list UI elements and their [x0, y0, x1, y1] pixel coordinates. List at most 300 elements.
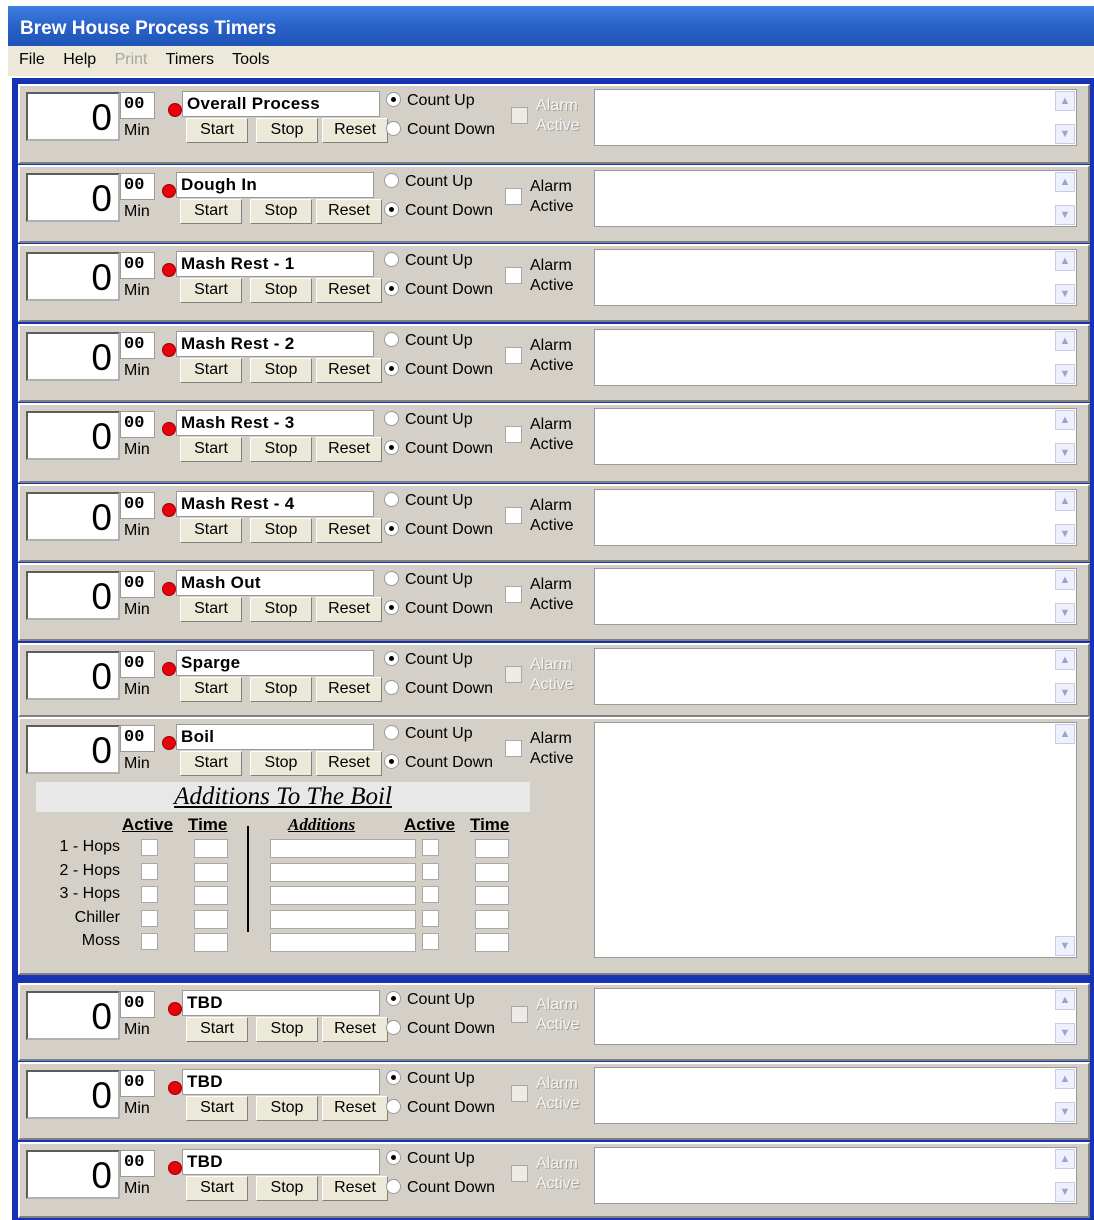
start-button[interactable]: Start	[186, 1096, 248, 1121]
timer-panel	[18, 1062, 1090, 1140]
alarm-word: Alarm	[536, 1075, 578, 1092]
seconds-display: 00	[120, 411, 155, 438]
alarm-checkbox	[511, 1085, 528, 1102]
active-word: Active	[536, 1175, 580, 1192]
alarm-checkbox	[511, 107, 528, 124]
count-up-radio[interactable]	[384, 332, 473, 350]
active-word: Active	[530, 750, 574, 767]
timer-name-field[interactable]: Mash Rest - 2	[176, 331, 374, 357]
start-button[interactable]: Start	[180, 278, 242, 303]
alarm-checkbox	[511, 1165, 528, 1182]
alarm-checkbox[interactable]	[505, 188, 522, 205]
seconds-display: 00	[120, 651, 155, 678]
scroll-down-icon[interactable]: ▼	[1055, 683, 1075, 703]
start-button[interactable]: Start	[186, 1017, 248, 1042]
reset-button[interactable]: Reset	[322, 1176, 388, 1201]
timer-panel	[18, 484, 1090, 562]
radio-dot-icon	[386, 1150, 401, 1165]
addition-time-field[interactable]	[194, 863, 228, 882]
count-up-label: Count Up	[405, 725, 473, 742]
seconds-display: 00	[120, 1070, 155, 1097]
active-word: Active	[530, 198, 574, 215]
timer-name-field[interactable]: Sparge	[176, 650, 374, 676]
timer-panel	[18, 643, 1090, 717]
alarm-active-label	[530, 415, 574, 455]
count-up-label: Count Up	[405, 571, 473, 588]
stop-button[interactable]: Stop	[250, 518, 312, 543]
stop-button[interactable]: Stop	[250, 437, 312, 462]
notes-memo[interactable]	[594, 89, 1077, 146]
scroll-down-icon[interactable]: ▼	[1055, 205, 1075, 225]
additions-title: Additions To The Boil	[36, 782, 530, 812]
start-button[interactable]: Start	[180, 199, 242, 224]
addition-row-label: Chiller	[74, 908, 120, 926]
radio-dot-icon	[386, 1099, 401, 1114]
alarm-active-label	[530, 336, 574, 376]
alarm-checkbox[interactable]	[505, 426, 522, 443]
timer-name-field[interactable]: TBD	[182, 1069, 380, 1095]
stop-button[interactable]: Stop	[256, 1017, 318, 1042]
radio-dot-icon	[386, 1020, 401, 1035]
scroll-down-icon[interactable]: ▼	[1055, 1102, 1075, 1122]
stop-button[interactable]: Stop	[256, 118, 318, 143]
addition-time-field-2[interactable]	[475, 863, 509, 882]
radio-dot-icon	[386, 92, 401, 107]
timer-name-field[interactable]: Mash Rest - 4	[176, 491, 374, 517]
alarm-active-label	[530, 256, 574, 296]
scroll-up-icon[interactable]: ▲	[1055, 331, 1075, 351]
addition-name-field[interactable]	[270, 910, 416, 929]
scroll-down-icon[interactable]: ▼	[1055, 524, 1075, 544]
addition-active-checkbox[interactable]	[141, 910, 158, 927]
alarm-word: Alarm	[530, 576, 572, 593]
reset-button[interactable]: Reset	[322, 1017, 388, 1042]
seconds-display: 00	[120, 173, 155, 200]
active-word: Active	[530, 277, 574, 294]
count-up-radio[interactable]	[384, 492, 473, 510]
count-up-label: Count Up	[405, 173, 473, 190]
count-up-radio[interactable]	[384, 252, 473, 270]
count-up-label: Count Up	[407, 92, 475, 109]
minutes-display: 0	[26, 252, 120, 301]
alarm-active-label	[536, 995, 580, 1035]
count-down-label: Count Down	[405, 440, 494, 457]
timer-panel	[18, 1142, 1090, 1218]
status-led-icon	[162, 582, 176, 596]
reset-button[interactable]: Reset	[316, 358, 382, 383]
scroll-up-icon[interactable]: ▲	[1055, 491, 1075, 511]
count-down-radio[interactable]	[384, 680, 493, 698]
count-up-radio[interactable]	[384, 411, 473, 429]
reset-button[interactable]: Reset	[316, 278, 382, 303]
min-label: Min	[124, 203, 150, 220]
radio-dot-icon	[384, 754, 399, 769]
scroll-up-icon[interactable]: ▲	[1055, 172, 1075, 192]
radio-dot-icon	[384, 651, 399, 666]
radio-dot-icon	[384, 332, 399, 347]
minutes-display: 0	[26, 332, 120, 381]
seconds-display: 00	[120, 991, 155, 1018]
addition-active-checkbox[interactable]	[141, 839, 158, 856]
radio-dot-icon	[386, 121, 401, 136]
notes-memo[interactable]	[594, 1147, 1077, 1204]
active-word: Active	[530, 596, 574, 613]
radio-dot-icon	[384, 725, 399, 740]
active-word: Active	[530, 517, 574, 534]
timer-panel	[18, 717, 1090, 975]
count-up-radio[interactable]	[384, 571, 473, 589]
addition-name-field[interactable]	[270, 886, 416, 905]
scroll-down-icon[interactable]: ▼	[1055, 1023, 1075, 1043]
addition-name-field[interactable]	[270, 863, 416, 882]
count-down-label: Count Down	[407, 1179, 496, 1196]
stop-button[interactable]: Stop	[250, 199, 312, 224]
status-led-icon	[162, 343, 176, 357]
scroll-down-icon[interactable]: ▼	[1055, 124, 1075, 144]
alarm-checkbox[interactable]	[505, 586, 522, 603]
scroll-up-icon[interactable]: ▲	[1055, 990, 1075, 1010]
count-up-label: Count Up	[405, 411, 473, 428]
notes-memo[interactable]	[594, 722, 1077, 958]
addition-time-field[interactable]	[194, 933, 228, 952]
start-button[interactable]: Start	[180, 751, 242, 776]
count-down-label: Count Down	[407, 121, 496, 138]
col-header-active: Active	[122, 815, 174, 834]
seconds-display: 00	[120, 1150, 155, 1177]
addition-time-field-2[interactable]	[475, 839, 509, 858]
status-led-icon	[162, 736, 176, 750]
stop-button[interactable]: Stop	[250, 597, 312, 622]
min-label: Min	[124, 1021, 150, 1038]
alarm-active-label	[530, 496, 574, 536]
min-label: Min	[124, 755, 150, 772]
menu-bar	[8, 46, 1094, 76]
reset-button[interactable]: Reset	[316, 751, 382, 776]
alarm-word: Alarm	[530, 337, 572, 354]
scroll-down-icon[interactable]: ▼	[1055, 936, 1075, 956]
count-up-radio[interactable]	[386, 991, 475, 1009]
notes-memo[interactable]	[594, 408, 1077, 465]
timer-name-field[interactable]: Boil	[176, 724, 374, 750]
alarm-checkbox[interactable]	[505, 267, 522, 284]
column-divider	[247, 826, 249, 932]
radio-dot-icon	[386, 1070, 401, 1085]
timer-name-field[interactable]: Mash Out	[176, 570, 374, 596]
stop-button[interactable]: Stop	[256, 1176, 318, 1201]
timer-name-field[interactable]: Mash Rest - 1	[176, 251, 374, 277]
scroll-down-icon[interactable]: ▼	[1055, 1182, 1075, 1202]
timer-panel	[18, 244, 1090, 322]
menu-help[interactable]: Help	[63, 51, 97, 68]
seconds-display: 00	[120, 725, 155, 752]
addition-active-checkbox-2[interactable]	[422, 886, 439, 903]
status-led-icon	[162, 503, 176, 517]
minutes-display: 0	[26, 1150, 120, 1199]
minutes-display: 0	[26, 571, 120, 620]
start-button[interactable]: Start	[180, 677, 242, 702]
reset-button[interactable]: Reset	[322, 118, 388, 143]
alarm-word: Alarm	[530, 178, 572, 195]
min-label: Min	[124, 681, 150, 698]
alarm-word: Alarm	[536, 1155, 578, 1172]
timer-name-field[interactable]: Overall Process	[182, 91, 380, 117]
col-header-time2: Time	[470, 815, 510, 834]
timer-panel	[18, 84, 1090, 164]
addition-active-checkbox-2[interactable]	[422, 863, 439, 880]
count-down-label: Count Down	[405, 680, 494, 697]
radio-dot-icon	[386, 991, 401, 1006]
min-label: Min	[124, 1180, 150, 1197]
min-label: Min	[124, 522, 150, 539]
count-down-label: Count Down	[405, 521, 494, 538]
active-word: Active	[530, 357, 574, 374]
start-button[interactable]: Start	[186, 1176, 248, 1201]
alarm-checkbox[interactable]	[505, 347, 522, 364]
addition-time-field[interactable]	[194, 910, 228, 929]
count-down-label: Count Down	[407, 1099, 496, 1116]
reset-button[interactable]: Reset	[316, 437, 382, 462]
col-header-active2: Active	[404, 815, 456, 834]
active-word: Active	[530, 436, 574, 453]
status-led-icon	[162, 422, 176, 436]
timer-name-field[interactable]: Dough In	[176, 172, 374, 198]
min-label: Min	[124, 601, 150, 618]
count-down-radio[interactable]	[386, 1179, 495, 1197]
alarm-word: Alarm	[530, 257, 572, 274]
addition-active-checkbox-2[interactable]	[422, 910, 439, 927]
stop-button[interactable]: Stop	[250, 751, 312, 776]
reset-button[interactable]: Reset	[316, 199, 382, 224]
notes-memo[interactable]	[594, 648, 1077, 705]
addition-active-checkbox-2[interactable]	[422, 839, 439, 856]
min-label: Min	[124, 1100, 150, 1117]
timer-name-field[interactable]: Mash Rest - 3	[176, 410, 374, 436]
minutes-display: 0	[26, 411, 120, 460]
col-header-additions: Additions	[288, 815, 356, 834]
notes-memo[interactable]	[594, 489, 1077, 546]
minutes-display: 0	[26, 651, 120, 700]
timer-name-field[interactable]: TBD	[182, 990, 380, 1016]
addition-row-label: 2 - Hops	[59, 861, 120, 879]
scroll-up-icon[interactable]: ▲	[1055, 724, 1075, 744]
seconds-display: 00	[120, 571, 155, 598]
count-up-radio[interactable]	[386, 1150, 475, 1168]
count-up-radio[interactable]	[386, 92, 475, 110]
status-led-icon	[168, 1081, 182, 1095]
addition-time-field[interactable]	[194, 886, 228, 905]
alarm-checkbox[interactable]	[505, 507, 522, 524]
start-button[interactable]: Start	[180, 518, 242, 543]
notes-memo[interactable]	[594, 329, 1077, 386]
timer-panel	[18, 403, 1090, 483]
menu-tools[interactable]: Tools	[232, 51, 270, 68]
radio-dot-icon	[384, 202, 399, 217]
addition-active-checkbox-2[interactable]	[422, 933, 439, 950]
count-up-label: Count Up	[405, 332, 473, 349]
addition-name-field[interactable]	[270, 933, 416, 952]
reset-button[interactable]: Reset	[316, 597, 382, 622]
seconds-display: 00	[120, 492, 155, 519]
count-down-label: Count Down	[405, 754, 494, 771]
min-label: Min	[124, 441, 150, 458]
addition-active-checkbox[interactable]	[141, 863, 158, 880]
notes-memo[interactable]	[594, 568, 1077, 625]
status-led-icon	[162, 662, 176, 676]
minutes-display: 0	[26, 1070, 120, 1119]
radio-dot-icon	[384, 361, 399, 376]
alarm-word: Alarm	[530, 416, 572, 433]
scroll-down-icon[interactable]: ▼	[1055, 284, 1075, 304]
alarm-active-label	[536, 1074, 580, 1114]
addition-time-field[interactable]	[194, 839, 228, 858]
seconds-display: 00	[120, 252, 155, 279]
radio-dot-icon	[384, 492, 399, 507]
addition-time-field-2[interactable]	[475, 910, 509, 929]
start-button[interactable]: Start	[180, 358, 242, 383]
count-down-radio[interactable]	[384, 440, 493, 458]
scroll-down-icon[interactable]: ▼	[1055, 364, 1075, 384]
alarm-word: Alarm	[536, 97, 578, 114]
addition-name-field[interactable]	[270, 839, 416, 858]
addition-time-field-2[interactable]	[475, 886, 509, 905]
notes-memo[interactable]	[594, 170, 1077, 227]
count-down-radio[interactable]	[386, 1020, 495, 1038]
alarm-active-label	[536, 1154, 580, 1194]
alarm-word: Alarm	[530, 730, 572, 747]
stop-button[interactable]: Stop	[250, 677, 312, 702]
alarm-active-label	[530, 729, 574, 769]
radio-dot-icon	[384, 411, 399, 426]
minutes-display: 0	[26, 991, 120, 1040]
active-word: Active	[530, 676, 574, 693]
start-button[interactable]: Start	[180, 437, 242, 462]
menu-timers[interactable]: Timers	[165, 51, 214, 68]
radio-dot-icon	[384, 281, 399, 296]
stop-button[interactable]: Stop	[256, 1096, 318, 1121]
radio-dot-icon	[384, 440, 399, 455]
radio-dot-icon	[386, 1179, 401, 1194]
radio-dot-icon	[384, 521, 399, 536]
notes-memo[interactable]	[594, 1067, 1077, 1124]
count-up-radio[interactable]	[386, 1070, 475, 1088]
timer-panel	[18, 324, 1090, 402]
menu-file[interactable]: File	[19, 51, 45, 68]
scroll-down-icon[interactable]: ▼	[1055, 603, 1075, 623]
radio-dot-icon	[384, 680, 399, 695]
scroll-down-icon[interactable]: ▼	[1055, 443, 1075, 463]
window-title: Brew House Process Timers	[8, 6, 1094, 46]
stop-button[interactable]: Stop	[250, 278, 312, 303]
timer-panel	[18, 563, 1090, 641]
notes-memo[interactable]	[594, 988, 1077, 1045]
status-led-icon	[168, 103, 182, 117]
notes-memo[interactable]	[594, 249, 1077, 306]
count-up-label: Count Up	[407, 1150, 475, 1167]
min-label: Min	[124, 122, 150, 139]
start-button[interactable]: Start	[186, 118, 248, 143]
count-up-label: Count Up	[405, 651, 473, 668]
scroll-up-icon[interactable]: ▲	[1055, 570, 1075, 590]
addition-row-label: Moss	[81, 932, 120, 949]
count-down-radio[interactable]	[384, 202, 493, 220]
alarm-checkbox[interactable]	[505, 740, 522, 757]
minutes-display: 0	[26, 492, 120, 541]
count-down-label: Count Down	[405, 281, 494, 298]
count-up-radio[interactable]	[384, 173, 473, 191]
seconds-display: 00	[120, 332, 155, 359]
alarm-word: Alarm	[536, 996, 578, 1013]
radio-dot-icon	[384, 173, 399, 188]
stop-button[interactable]: Stop	[250, 358, 312, 383]
col-header-time: Time	[188, 815, 228, 834]
minutes-display: 0	[26, 173, 120, 222]
radio-dot-icon	[384, 571, 399, 586]
count-down-radio[interactable]	[386, 1099, 495, 1117]
count-down-label: Count Down	[405, 361, 494, 378]
active-word: Active	[536, 117, 580, 134]
count-down-radio[interactable]	[384, 600, 493, 618]
scroll-up-icon[interactable]: ▲	[1055, 1069, 1075, 1089]
alarm-checkbox	[511, 1006, 528, 1023]
scroll-up-icon[interactable]: ▲	[1055, 410, 1075, 430]
count-down-radio[interactable]	[384, 361, 493, 379]
count-down-radio[interactable]	[386, 121, 495, 139]
count-up-label: Count Up	[407, 991, 475, 1008]
reset-button[interactable]: Reset	[316, 677, 382, 702]
scroll-up-icon[interactable]: ▲	[1055, 650, 1075, 670]
radio-dot-icon	[384, 252, 399, 267]
scroll-up-icon[interactable]: ▲	[1055, 1149, 1075, 1169]
status-led-icon	[168, 1002, 182, 1016]
status-led-icon	[168, 1161, 182, 1175]
count-up-label: Count Up	[405, 252, 473, 269]
menu-print: Print	[114, 51, 148, 68]
active-word: Active	[536, 1016, 580, 1033]
addition-row-label: 1 - Hops	[59, 838, 120, 855]
timer-panel	[18, 983, 1090, 1061]
alarm-checkbox	[505, 666, 522, 683]
min-label: Min	[124, 282, 150, 299]
scroll-up-icon[interactable]: ▲	[1055, 251, 1075, 271]
reset-button[interactable]: Reset	[322, 1096, 388, 1121]
count-down-label: Count Down	[405, 202, 494, 219]
alarm-word: Alarm	[530, 656, 572, 673]
status-led-icon	[162, 184, 176, 198]
reset-button[interactable]: Reset	[316, 518, 382, 543]
addition-active-checkbox[interactable]	[141, 933, 158, 950]
count-down-radio[interactable]	[384, 754, 493, 772]
timer-name-field[interactable]: TBD	[182, 1149, 380, 1175]
minutes-display: 0	[26, 92, 120, 141]
count-up-label: Count Up	[405, 492, 473, 509]
radio-dot-icon	[384, 600, 399, 615]
alarm-active-label	[530, 655, 574, 695]
addition-row-label: 3 - Hops	[59, 885, 120, 902]
count-down-label: Count Down	[407, 1020, 496, 1037]
count-up-radio[interactable]	[384, 651, 473, 669]
count-up-label: Count Up	[407, 1070, 475, 1087]
count-up-radio[interactable]	[384, 725, 473, 743]
alarm-word: Alarm	[530, 497, 572, 514]
addition-active-checkbox[interactable]	[141, 886, 158, 903]
minutes-display: 0	[26, 725, 120, 774]
count-down-radio[interactable]	[384, 521, 493, 539]
min-label: Min	[124, 362, 150, 379]
scroll-up-icon[interactable]: ▲	[1055, 91, 1075, 111]
addition-time-field-2[interactable]	[475, 933, 509, 952]
count-down-radio[interactable]	[384, 281, 493, 299]
start-button[interactable]: Start	[180, 597, 242, 622]
